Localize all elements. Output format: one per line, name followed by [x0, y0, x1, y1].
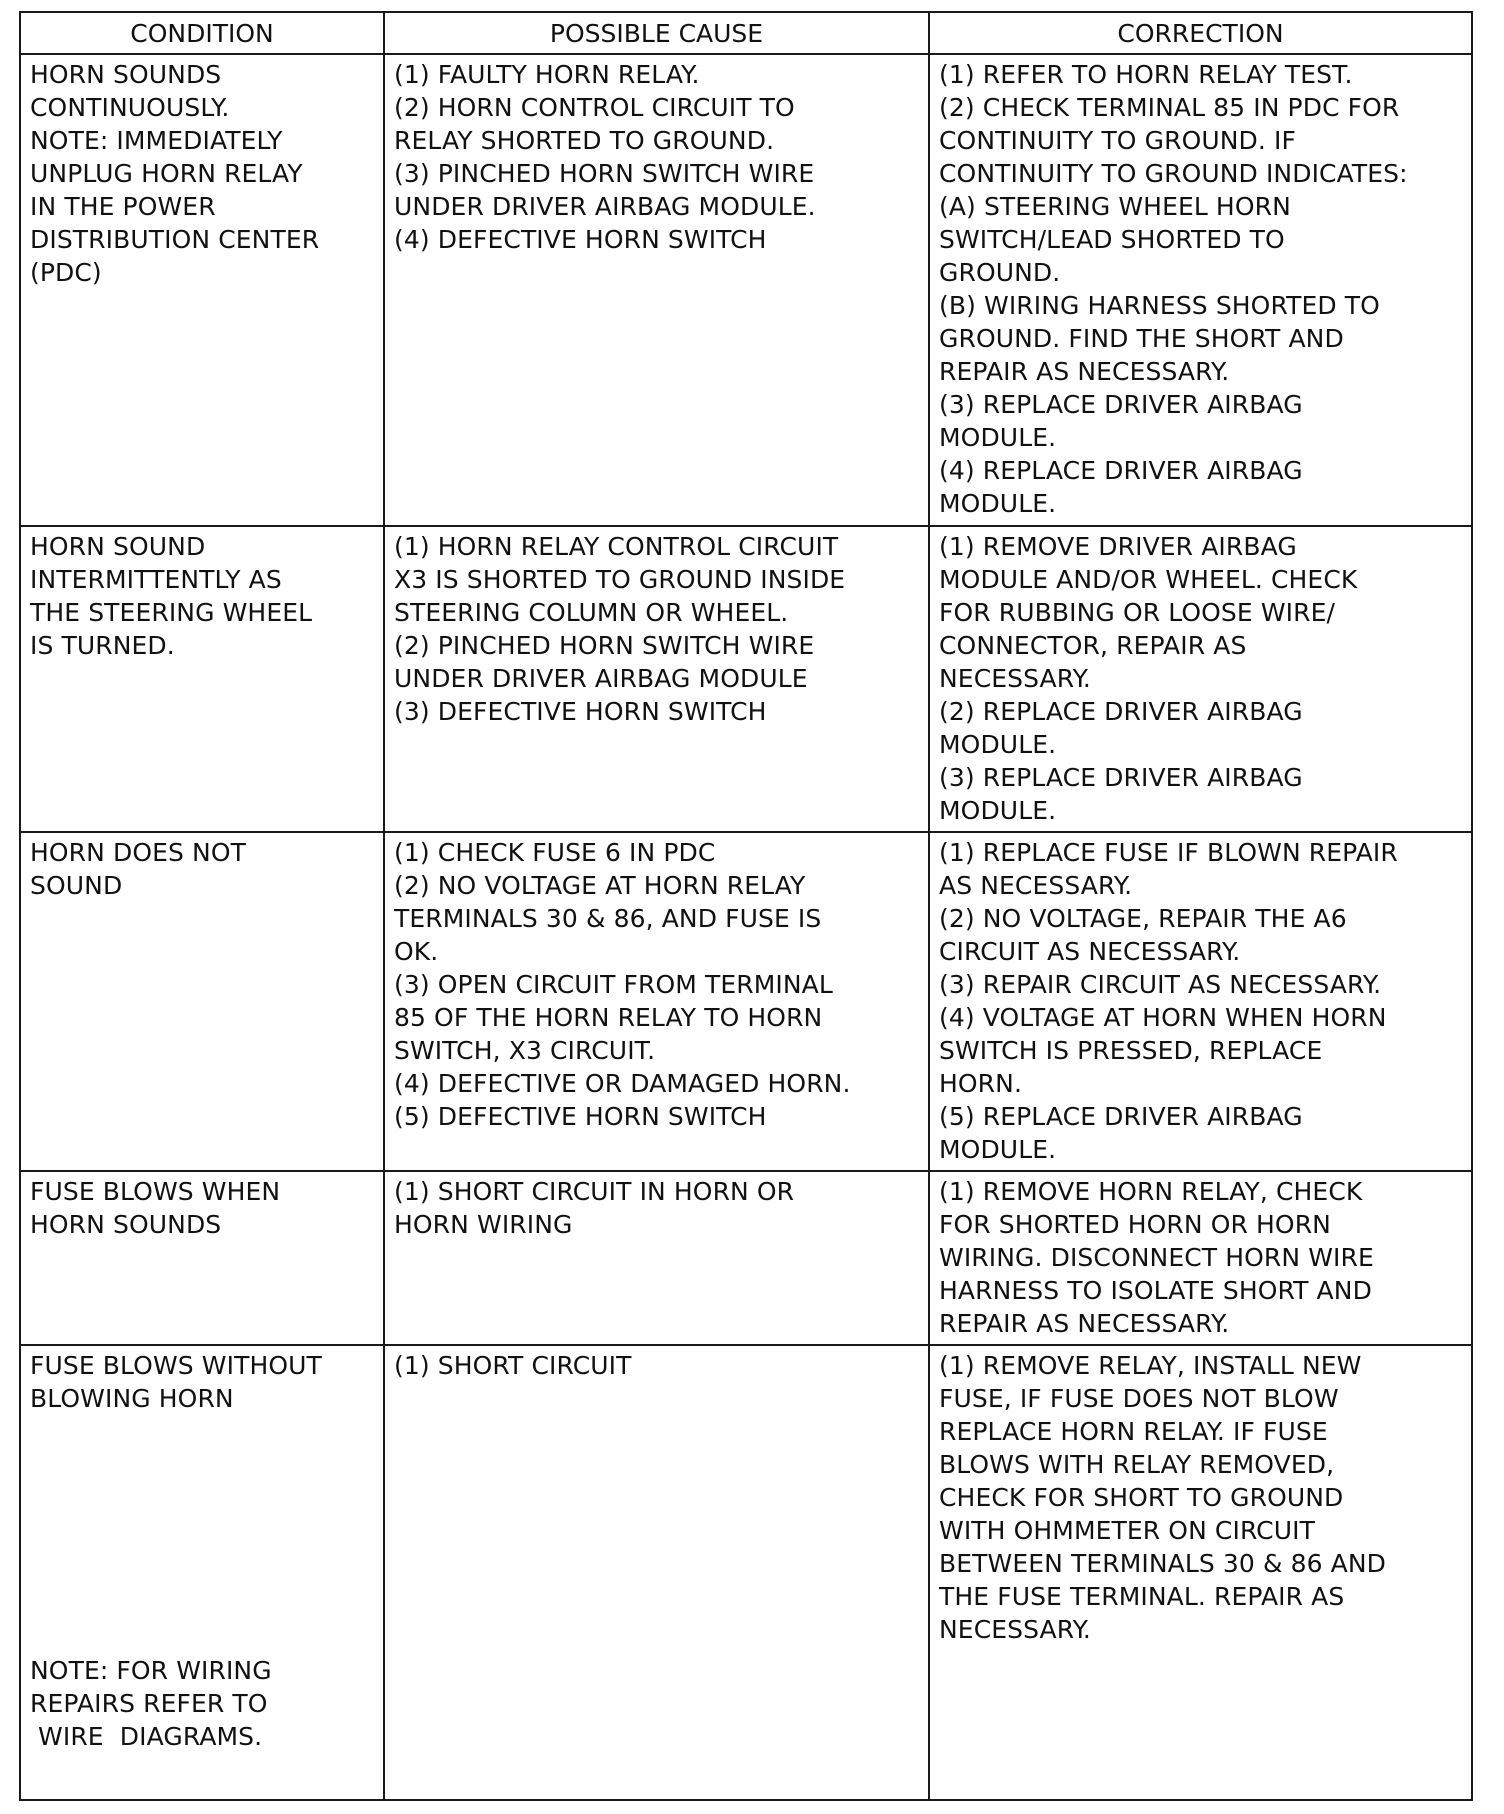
text-line: (2) NO VOLTAGE, REPAIR THE A6: [939, 904, 1347, 933]
text-line: (4) REPLACE DRIVER AIRBAG: [939, 456, 1303, 485]
correction-cell: [929, 1345, 1472, 1800]
note-line: REPAIRS REFER TO: [30, 1689, 268, 1718]
text-line: IN THE POWER: [30, 192, 216, 221]
text-line: FUSE, IF FUSE DOES NOT BLOW: [939, 1384, 1339, 1413]
text-line: GROUND. FIND THE SHORT AND: [939, 324, 1344, 353]
text-line: NECESSARY.: [939, 664, 1091, 693]
text-line: CONNECTOR, REPAIR AS: [939, 631, 1247, 660]
text-line: CONTINUOUSLY.: [30, 93, 230, 122]
text-line: (4) VOLTAGE AT HORN WHEN HORN: [939, 1003, 1387, 1032]
text-line: INTERMITTENTLY AS: [30, 565, 282, 594]
correction-cell: [929, 54, 1472, 526]
header-correction: CORRECTION: [929, 12, 1472, 54]
text-line: (1) CHECK FUSE 6 IN PDC: [394, 838, 716, 867]
text-line: SWITCH/LEAD SHORTED TO: [939, 225, 1285, 254]
text-line: HORN.: [939, 1069, 1022, 1098]
text-line: SWITCH, X3 CIRCUIT.: [394, 1036, 656, 1065]
text-line: (2) REPLACE DRIVER AIRBAG: [939, 697, 1303, 726]
text-line: REPLACE HORN RELAY. IF FUSE: [939, 1417, 1328, 1446]
text-line: SWITCH IS PRESSED, REPLACE: [939, 1036, 1323, 1065]
condition-cell: [20, 526, 384, 832]
text-line: (3) DEFECTIVE HORN SWITCH: [394, 697, 767, 726]
text-line: (B) WIRING HARNESS SHORTED TO: [939, 291, 1380, 320]
note-line: WIRE DIAGRAMS.: [30, 1722, 263, 1751]
text-line: (4) DEFECTIVE HORN SWITCH: [394, 225, 767, 254]
text-line: TERMINALS 30 & 86, AND FUSE IS: [394, 904, 822, 933]
text-line: HORN SOUNDS: [30, 1210, 222, 1239]
text-line: CONTINUITY TO GROUND. IF: [939, 126, 1296, 155]
text-line: HORN SOUNDS: [30, 60, 222, 89]
text-line: (4) DEFECTIVE OR DAMAGED HORN.: [394, 1069, 851, 1098]
header-row: [20, 12, 1472, 54]
text-line: X3 IS SHORTED TO GROUND INSIDE: [394, 565, 846, 594]
text-line: GROUND.: [939, 258, 1061, 287]
possible-cause-cell: [384, 1171, 929, 1345]
condition-cell: [20, 1171, 384, 1345]
text-line: (2) NO VOLTAGE AT HORN RELAY: [394, 871, 806, 900]
text-line: THE FUSE TERMINAL. REPAIR AS: [939, 1582, 1345, 1611]
text-line: THE STEERING WHEEL: [30, 598, 313, 627]
text-line: WIRING. DISCONNECT HORN WIRE: [939, 1243, 1374, 1272]
text-line: (3) PINCHED HORN SWITCH WIRE: [394, 159, 815, 188]
text-line: HARNESS TO ISOLATE SHORT AND: [939, 1276, 1372, 1305]
text-line: (1) REPLACE FUSE IF BLOWN REPAIR: [939, 838, 1398, 867]
text-line: MODULE.: [939, 423, 1057, 452]
text-line: WITH OHMMETER ON CIRCUIT: [939, 1516, 1315, 1545]
table-row: [20, 1171, 1472, 1345]
text-line: (A) STEERING WHEEL HORN: [939, 192, 1291, 221]
text-line: STEERING COLUMN OR WHEEL.: [394, 598, 789, 627]
text-line: (2) PINCHED HORN SWITCH WIRE: [394, 631, 815, 660]
wiring-note: [30, 1654, 272, 1753]
text-line: (1) REMOVE HORN RELAY, CHECK: [939, 1177, 1363, 1206]
text-line: HORN DOES NOT: [30, 838, 246, 867]
text-line: (5) REPLACE DRIVER AIRBAG: [939, 1102, 1303, 1131]
note-line: NOTE: FOR WIRING: [30, 1656, 272, 1685]
correction-cell: [929, 1171, 1472, 1345]
possible-cause-cell: [384, 1345, 929, 1800]
header-possible-cause: POSSIBLE CAUSE: [384, 12, 929, 54]
text-line: FUSE BLOWS WITHOUT: [30, 1351, 322, 1380]
text-line: AS NECESSARY.: [939, 871, 1133, 900]
text-line: (1) HORN RELAY CONTROL CIRCUIT: [394, 532, 839, 561]
text-line: RELAY SHORTED TO GROUND.: [394, 126, 775, 155]
text-line: UNDER DRIVER AIRBAG MODULE: [394, 664, 808, 693]
text-line: FOR SHORTED HORN OR HORN: [939, 1210, 1331, 1239]
text-line: (1) REFER TO HORN RELAY TEST.: [939, 60, 1353, 89]
text-line: 85 OF THE HORN RELAY TO HORN: [394, 1003, 823, 1032]
text-line: BLOWING HORN: [30, 1384, 234, 1413]
condition-cell: [20, 832, 384, 1171]
condition-cell: [20, 1345, 384, 1800]
text-line: FOR RUBBING OR LOOSE WIRE/: [939, 598, 1336, 627]
text-line: SOUND: [30, 871, 123, 900]
text-line: (2) CHECK TERMINAL 85 IN PDC FOR: [939, 93, 1400, 122]
text-line: (1) SHORT CIRCUIT IN HORN OR: [394, 1177, 795, 1206]
horn-diagnosis-table: [19, 11, 1473, 1801]
text-line: (1) REMOVE RELAY, INSTALL NEW: [939, 1351, 1362, 1380]
text-line: HORN SOUND: [30, 532, 206, 561]
text-line: HORN WIRING: [394, 1210, 573, 1239]
possible-cause-cell: [384, 526, 929, 832]
header-condition: CONDITION: [20, 12, 384, 54]
possible-cause-cell: [384, 832, 929, 1171]
text-line: MODULE.: [939, 796, 1057, 825]
text-line: NOTE: IMMEDIATELY: [30, 126, 283, 155]
text-line: MODULE.: [939, 1135, 1057, 1164]
table-row: [20, 526, 1472, 832]
text-line: FUSE BLOWS WHEN: [30, 1177, 281, 1206]
text-line: MODULE AND/OR WHEEL. CHECK: [939, 565, 1358, 594]
text-line: (3) REPAIR CIRCUIT AS NECESSARY.: [939, 970, 1382, 999]
text-line: UNDER DRIVER AIRBAG MODULE.: [394, 192, 816, 221]
text-line: REPAIR AS NECESSARY.: [939, 1309, 1230, 1338]
table-row: [20, 54, 1472, 526]
text-line: (1) REMOVE DRIVER AIRBAG: [939, 532, 1297, 561]
text-line: (3) OPEN CIRCUIT FROM TERMINAL: [394, 970, 833, 999]
text-line: (3) REPLACE DRIVER AIRBAG: [939, 390, 1303, 419]
correction-cell: [929, 526, 1472, 832]
text-line: BLOWS WITH RELAY REMOVED,: [939, 1450, 1335, 1479]
condition-cell: [20, 54, 384, 526]
text-line: CIRCUIT AS NECESSARY.: [939, 937, 1241, 966]
text-line: UNPLUG HORN RELAY: [30, 159, 303, 188]
text-line: (1) FAULTY HORN RELAY.: [394, 60, 700, 89]
text-line: (PDC): [30, 258, 102, 287]
text-line: CONTINUITY TO GROUND INDICATES:: [939, 159, 1408, 188]
text-line: MODULE.: [939, 489, 1057, 518]
text-line: OK.: [394, 937, 439, 966]
table-row: [20, 1345, 1472, 1800]
text-line: CHECK FOR SHORT TO GROUND: [939, 1483, 1344, 1512]
text-line: DISTRIBUTION CENTER: [30, 225, 320, 254]
possible-cause-cell: [384, 54, 929, 526]
table-row: [20, 832, 1472, 1171]
text-line: MODULE.: [939, 730, 1057, 759]
text-line: BETWEEN TERMINALS 30 & 86 AND: [939, 1549, 1387, 1578]
text-line: (3) REPLACE DRIVER AIRBAG: [939, 763, 1303, 792]
text-line: REPAIR AS NECESSARY.: [939, 357, 1230, 386]
text-line: NECESSARY.: [939, 1615, 1091, 1644]
text-line: (2) HORN CONTROL CIRCUIT TO: [394, 93, 795, 122]
text-line: (5) DEFECTIVE HORN SWITCH: [394, 1102, 767, 1131]
text-line: IS TURNED.: [30, 631, 175, 660]
text-line: (1) SHORT CIRCUIT: [394, 1351, 632, 1380]
correction-cell: [929, 832, 1472, 1171]
